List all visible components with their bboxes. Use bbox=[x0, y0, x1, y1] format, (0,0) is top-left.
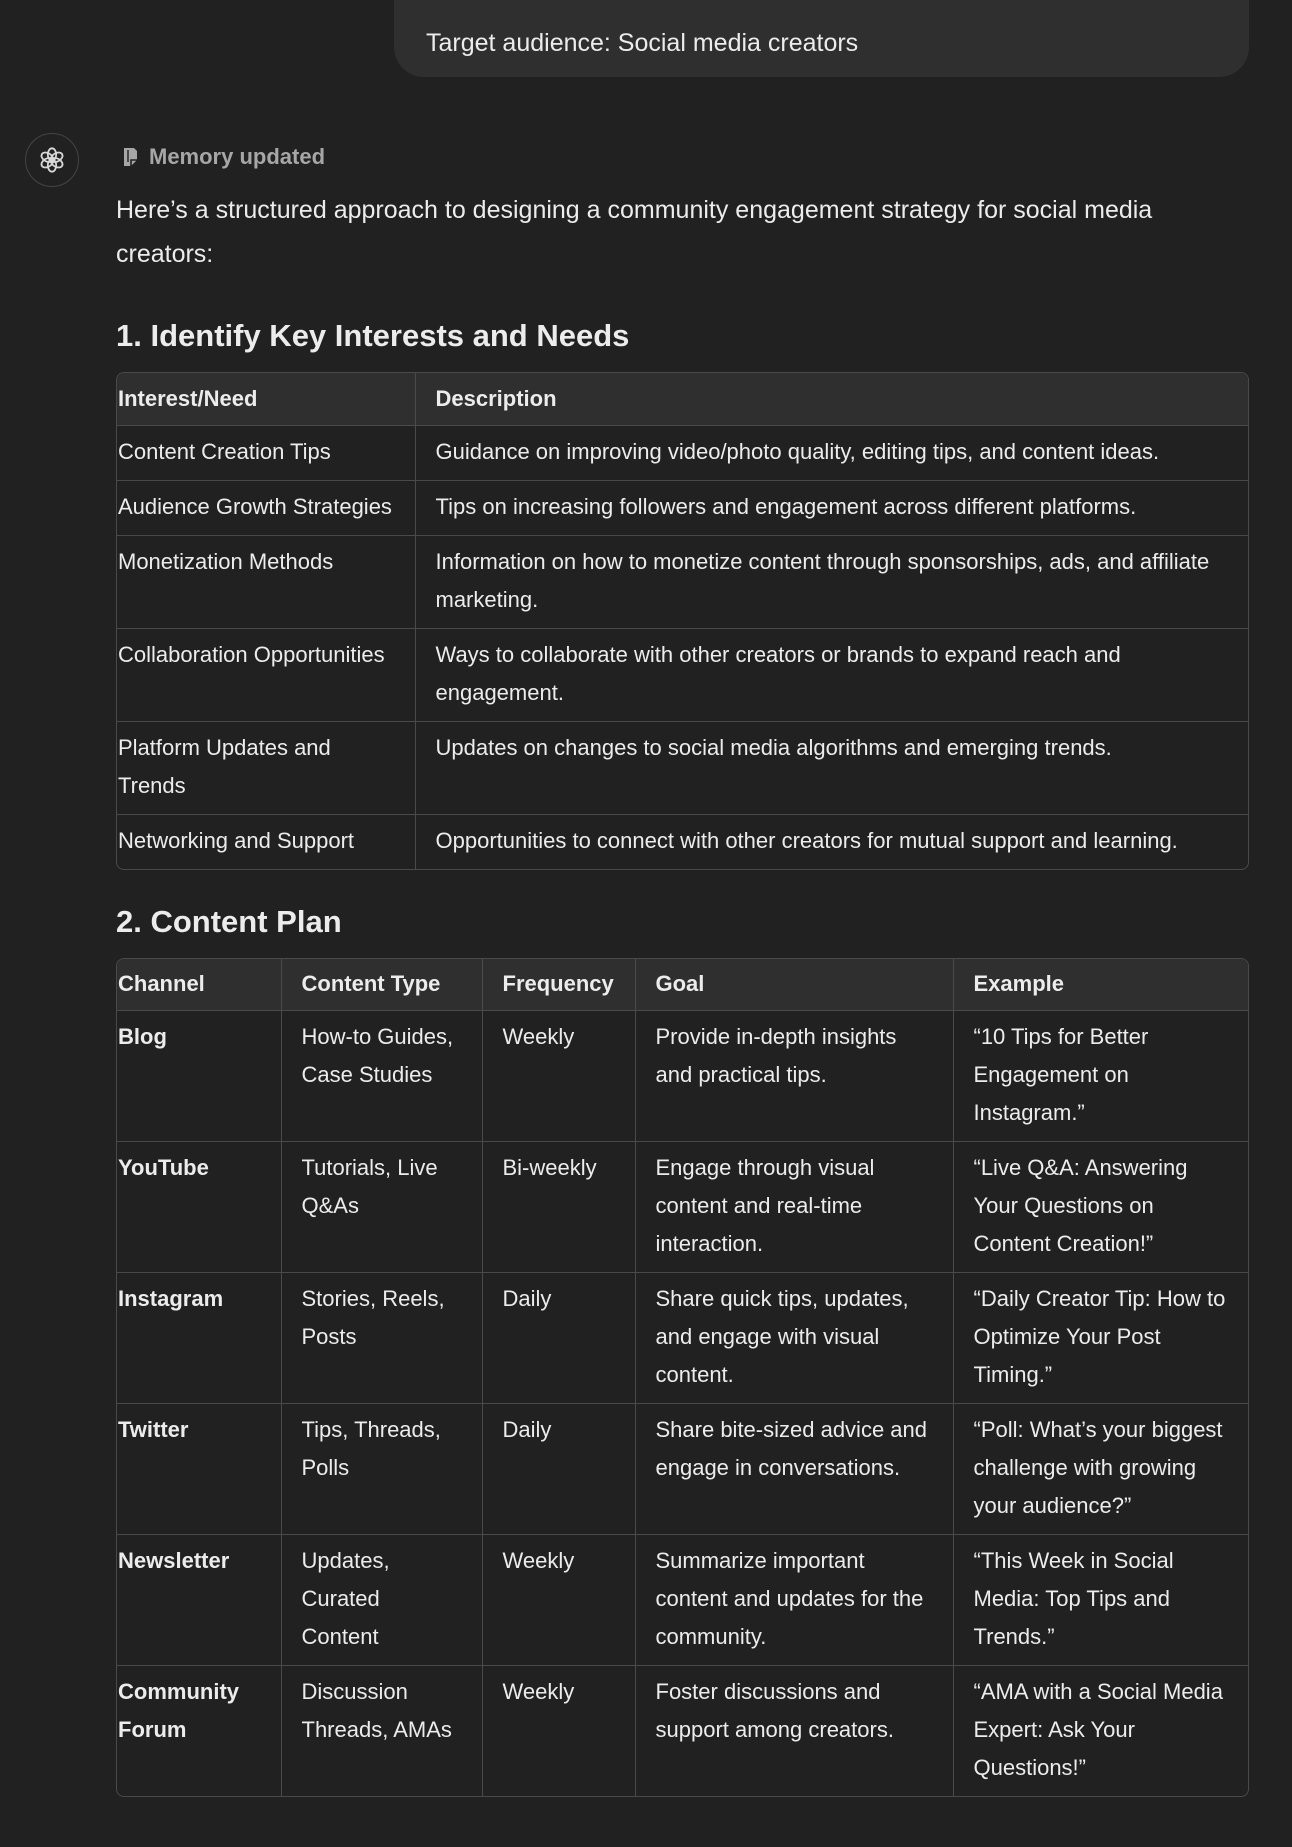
table-cell: Information on how to monetize content through sponsorships, ads, and affiliate marketing. bbox=[415, 535, 1248, 628]
table-cell: YouTube bbox=[117, 1142, 281, 1273]
table-cell: Daily bbox=[482, 1273, 635, 1404]
table-row bbox=[117, 1142, 1248, 1273]
column-header: Interest/Need bbox=[117, 373, 415, 425]
section-heading-content-plan: 2. Content Plan bbox=[116, 903, 342, 939]
table-cell: “This Week in Social Media: Top Tips and Trends.” bbox=[953, 1535, 1248, 1666]
memory-icon bbox=[121, 146, 141, 168]
table-cell: Updates on changes to social media algorithms and emerging trends. bbox=[415, 721, 1248, 814]
table-cell: Blog bbox=[117, 1011, 281, 1142]
column-header: Goal bbox=[635, 959, 953, 1011]
table-cell: Twitter bbox=[117, 1404, 281, 1535]
table-row bbox=[117, 535, 1248, 628]
table-cell: Tutorials, Live Q&As bbox=[281, 1142, 482, 1273]
table-cell: “10 Tips for Better Engagement on Instagram.” bbox=[953, 1011, 1248, 1142]
assistant-response bbox=[116, 188, 1249, 1797]
section-heading-interests: 1. Identify Key Interests and Needs bbox=[116, 318, 630, 353]
table-cell: Stories, Reels, Posts bbox=[281, 1273, 482, 1404]
column-header: Example bbox=[953, 959, 1248, 1011]
column-header: Frequency bbox=[482, 959, 635, 1011]
memory-updated-status[interactable] bbox=[121, 142, 325, 172]
table-cell: Opportunities to connect with other creators for mutual support and learning. bbox=[415, 814, 1248, 869]
user-message-bubble bbox=[394, 0, 1249, 77]
table-row bbox=[117, 1404, 1248, 1535]
table-cell: Platform Updates and Trends bbox=[117, 721, 415, 814]
table-cell: Weekly bbox=[482, 1535, 635, 1666]
table-cell: Weekly bbox=[482, 1011, 635, 1142]
table-cell: Community Forum bbox=[117, 1666, 281, 1797]
table-row bbox=[117, 425, 1248, 480]
table-cell: Monetization Methods bbox=[117, 535, 415, 628]
openai-logo-icon bbox=[37, 145, 67, 175]
response-intro: Here’s a structured approach to designing a community engagement strategy for social media creators: bbox=[116, 196, 1153, 268]
content-plan-table-container bbox=[116, 958, 1249, 1798]
table-cell: Engage through visual content and real-time interaction. bbox=[635, 1142, 953, 1273]
table-cell: Tips, Threads, Polls bbox=[281, 1404, 482, 1535]
user-message-text: Target audience: Social media creators bbox=[426, 29, 859, 57]
table-cell: Instagram bbox=[117, 1273, 281, 1404]
table-cell: How-to Guides, Case Studies bbox=[281, 1011, 482, 1142]
interests-table bbox=[117, 373, 1248, 869]
interests-table-container bbox=[116, 372, 1249, 870]
table-cell: Share quick tips, updates, and engage with visual content. bbox=[635, 1273, 953, 1404]
table-cell: Discussion Threads, AMAs bbox=[281, 1666, 482, 1797]
table-cell: Foster discussions and support among creators. bbox=[635, 1666, 953, 1797]
table-cell: Newsletter bbox=[117, 1535, 281, 1666]
table-cell: Bi-weekly bbox=[482, 1142, 635, 1273]
table-cell: Daily bbox=[482, 1404, 635, 1535]
table-cell: Summarize important content and updates for the community. bbox=[635, 1535, 953, 1666]
table-cell: Collaboration Opportunities bbox=[117, 628, 415, 721]
assistant-avatar bbox=[25, 133, 79, 187]
table-cell: Provide in-depth insights and practical tips. bbox=[635, 1011, 953, 1142]
table-cell: “Live Q&A: Answering Your Questions on Content Creation!” bbox=[953, 1142, 1248, 1273]
table-cell: “Poll: What’s your biggest challenge with growing your audience?” bbox=[953, 1404, 1248, 1535]
column-header: Description bbox=[415, 373, 1248, 425]
table-row bbox=[117, 1666, 1248, 1797]
memory-updated-label: Memory updated bbox=[149, 144, 326, 169]
table-row bbox=[117, 721, 1248, 814]
table-row bbox=[117, 480, 1248, 535]
table-header-row bbox=[117, 373, 1248, 425]
table-cell: “Daily Creator Tip: How to Optimize Your Post Timing.” bbox=[953, 1273, 1248, 1404]
table-cell: Share bite-sized advice and engage in conversations. bbox=[635, 1404, 953, 1535]
table-cell: Weekly bbox=[482, 1666, 635, 1797]
table-header-row bbox=[117, 959, 1248, 1011]
table-row bbox=[117, 1273, 1248, 1404]
table-row bbox=[117, 1011, 1248, 1142]
table-cell: Audience Growth Strategies bbox=[117, 480, 415, 535]
table-row bbox=[117, 628, 1248, 721]
column-header: Content Type bbox=[281, 959, 482, 1011]
table-row bbox=[117, 1535, 1248, 1666]
table-cell: Tips on increasing followers and engagement across different platforms. bbox=[415, 480, 1248, 535]
table-row bbox=[117, 814, 1248, 869]
table-cell: Ways to collaborate with other creators or brands to expand reach and engagement. bbox=[415, 628, 1248, 721]
table-cell: “AMA with a Social Media Expert: Ask Your Questions!” bbox=[953, 1666, 1248, 1797]
column-header: Channel bbox=[117, 959, 281, 1011]
table-cell: Content Creation Tips bbox=[117, 425, 415, 480]
table-cell: Networking and Support bbox=[117, 814, 415, 869]
table-cell: Updates, Curated Content bbox=[281, 1535, 482, 1666]
content-plan-table bbox=[117, 959, 1248, 1797]
table-cell: Guidance on improving video/photo quality, editing tips, and content ideas. bbox=[415, 425, 1248, 480]
